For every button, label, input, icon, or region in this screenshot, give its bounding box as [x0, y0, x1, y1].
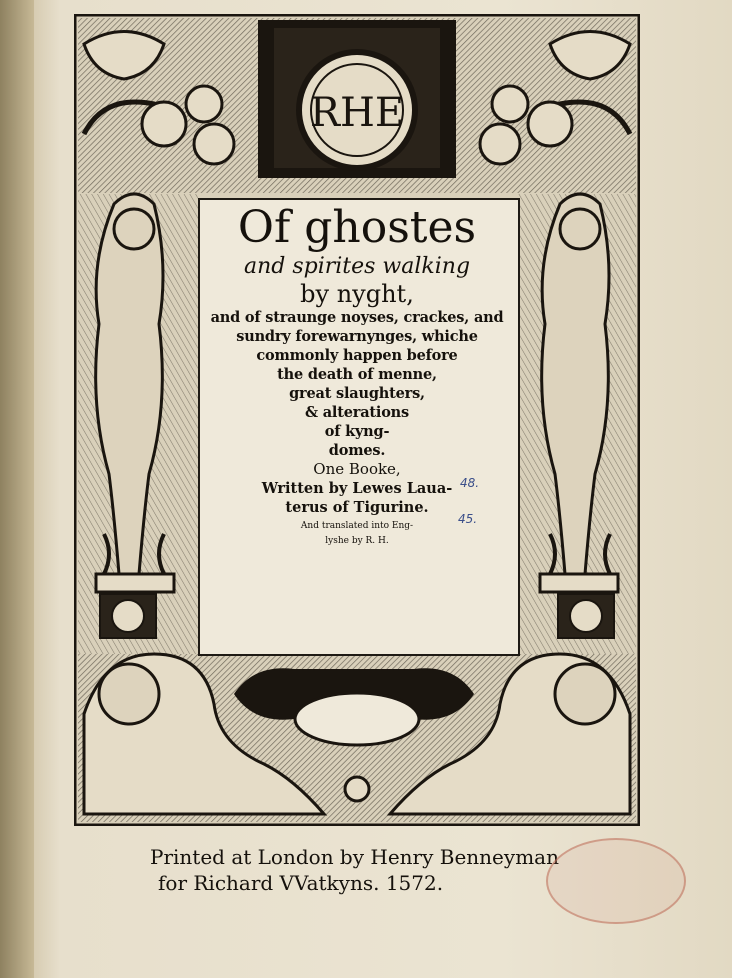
body-line: and of straunge noyses, crackes, and [210, 309, 504, 326]
library-stamp [546, 838, 686, 924]
imprint [150, 844, 590, 896]
translator-line-2: lyshe by R. H. [325, 536, 389, 546]
title-line-2: and spirites walking [243, 254, 471, 279]
author-line-2: terus of Tigurine. [285, 499, 429, 516]
body-line: great slaughters, [289, 385, 425, 402]
title-line-1: Of ghostes [237, 202, 477, 253]
title-line-3: by nyght, [300, 280, 414, 308]
author-line-1: Written by Lewes Laua- [261, 480, 453, 497]
monogram-text: RHE [309, 90, 405, 136]
book-gutter [0, 0, 34, 978]
imprint-line-1: Printed at London by Henry Benneyman [150, 845, 559, 869]
body-line: the death of menne, [277, 366, 437, 383]
body-line: of kyng- [324, 423, 390, 440]
one-booke: One Booke, [313, 460, 401, 478]
body-line: commonly happen before [256, 347, 458, 364]
handwritten-note: 48. [460, 476, 480, 490]
body-line: domes. [328, 442, 386, 459]
translator-line-1: And translated into Eng- [300, 521, 414, 531]
imprint-line-2: for Richard VVatkyns. 1572. [158, 871, 444, 895]
body-line: & alterations [305, 404, 409, 421]
handwritten-note: 45. [458, 512, 478, 526]
body-line: sundry forewarnynges, whiche [236, 328, 478, 345]
title-block [198, 198, 516, 547]
